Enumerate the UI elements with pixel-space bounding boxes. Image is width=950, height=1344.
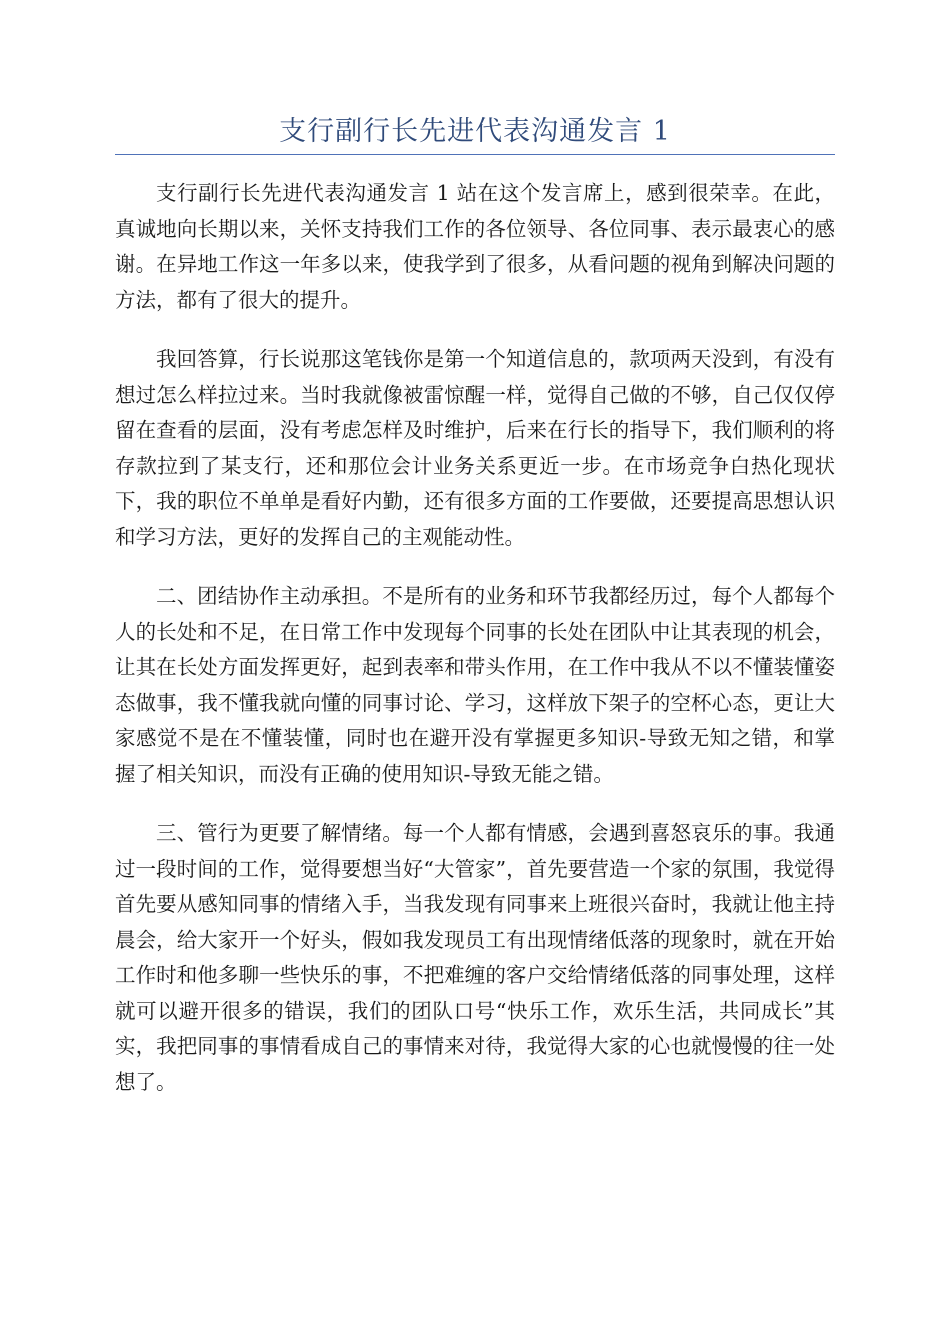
paragraph-4: 三、管行为更要了解情绪。每一个人都有情感，会遇到喜怒哀乐的事。我通过一段时间的工作，觉得要想当好“大管家”，首先要营造一个家的氛围，我觉得首先要从感知同事的情绪入手，当我发现有同事来上班很兴奋时，我就让他主持晨会，给大家开一个好头，假如我发现员工有出现情绪低落的现象时，就在开始工作时和他多聊一些快乐的事，不把难缠的客户交给情绪低落的同事处理，这样就可以避开很多的错误，我们的团队口号“快乐工作，欢乐生活，共同成长”其实，我把同事的事情看成自己的事情来对待，我觉得大家的心也就慢慢的往一处想了。 — [115, 821, 835, 1094]
paragraph-2: 我回答算，行长说那这笔钱你是第一个知道信息的，款项两天没到，有没有想过怎么样拉过来。当时我就像被雷惊醒一样，觉得自己做的不够，自己仅仅停留在查看的层面，没有考虑怎样及时维护，后来在行长的指导下，我们顺利的将存款拉到了某支行，还和那位会计业务关系更近一步。在市场竞争白热化现状下，我的职位不单单是看好内勤，还有很多方面的工作要做，还要提高思想认识和学习方法，更好的发挥自己的主观能动性。 — [115, 347, 835, 549]
document-title: 支行副行长先进代表沟通发言 1 — [279, 116, 671, 147]
paragraph-1: 支行副行长先进代表沟通发言 1 站在这个发言席上，感到很荣幸。在此，真诚地向长期以来，关怀支持我们工作的各位领导、各位同事、表示最衷心的感谢。在异地工作这一年多以来，使我学到了很多，从看问题的视角到解决问题的方法，都有了很大的提升。 — [115, 181, 835, 312]
title-underline — [115, 154, 835, 155]
document-body — [115, 176, 835, 1124]
paragraph-3: 二、团结协作主动承担。不是所有的业务和环节我都经历过，每个人都每个人的长处和不足，在日常工作中发现每个同事的长处在团队中让其表现的机会，让其在长处方面发挥更好，起到表率和带头作用，在工作中我从不以不懂装懂姿态做事，我不懂我就向懂的同事讨论、学习，这样放下架子的空杯心态，更让大家感觉不是在不懂装懂，同时也在避开没有掌握更多知识-导致无知之错，和掌握了相关知识，而没有正确的使用知识-导致无能之错。 — [115, 584, 835, 786]
